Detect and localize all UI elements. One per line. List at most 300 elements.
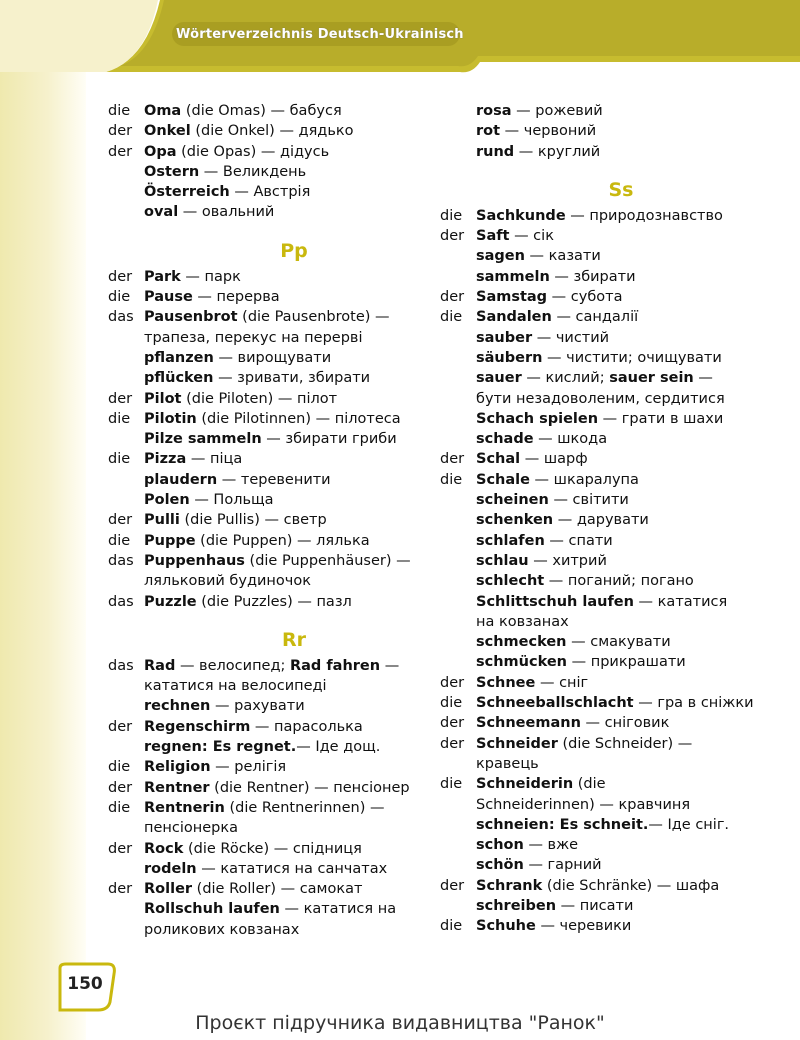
entry-headword: Schneiderin — [476, 776, 574, 793]
dictionary-entry — [440, 368, 760, 388]
entry-translation: — червоний — [500, 123, 597, 140]
entry-translation: (die Onkel) — дядько — [190, 123, 354, 140]
dictionary-entry — [108, 389, 438, 409]
entry-headword: Onkel — [144, 123, 191, 140]
entry-headword: Schneemann — [476, 715, 581, 732]
entry-text: трапеза, перекус на перерві — [144, 329, 363, 346]
entry-text — [144, 531, 370, 551]
entry-text — [144, 162, 306, 182]
entry-article — [440, 835, 476, 855]
entry-text — [144, 839, 362, 859]
entry-text — [476, 142, 600, 162]
dictionary-entry — [440, 470, 760, 490]
entry-headword: Religion — [144, 759, 211, 776]
dictionary-entry — [108, 287, 438, 307]
entry-translation: (die Roller) — самокат — [192, 881, 363, 898]
entry-headword: Rollschuh laufen — [144, 901, 280, 918]
dictionary-entry — [440, 693, 760, 713]
dictionary-entry — [440, 815, 760, 835]
entry-translation: — шкаралупа — [529, 471, 639, 488]
entry-article — [440, 795, 476, 815]
letter-heading: Rr — [281, 628, 306, 651]
dictionary-entry — [440, 734, 760, 754]
entry-article: der — [108, 123, 133, 140]
entry-article — [440, 348, 476, 368]
dictionary-entry — [440, 652, 760, 672]
entry-continuation — [440, 754, 760, 774]
entry-continuation — [108, 676, 438, 696]
entry-text — [476, 571, 694, 591]
entry-headword: pflanzen — [144, 349, 214, 366]
entry-article: der — [108, 268, 133, 285]
entry-headword: schlafen — [476, 532, 545, 549]
entry-text — [476, 855, 602, 875]
page-number: 150 — [67, 974, 103, 994]
entry-headword: sauer sein — [609, 370, 694, 387]
entry-article: der — [108, 840, 133, 857]
entry-article: die — [108, 759, 131, 776]
entry-headword: schön — [476, 857, 524, 874]
entry-translation: — кататися на — [279, 901, 397, 918]
entry-text — [144, 470, 331, 490]
entry-continuation — [440, 795, 760, 815]
entry-headword: Schneeballschlacht — [476, 695, 634, 712]
entry-headword: Schuhe — [476, 918, 536, 935]
entry-text — [476, 449, 588, 469]
dictionary-entry — [440, 571, 760, 591]
entry-text: бути незадоволеним, сердитися — [476, 390, 725, 407]
entry-headword: Rentner — [144, 779, 210, 796]
entry-translation: — вирощувати — [213, 349, 332, 366]
entry-translation: — овальний — [178, 204, 275, 221]
entry-text — [144, 717, 363, 737]
entry-text — [144, 778, 410, 798]
entry-headword: Oma — [144, 103, 182, 119]
entry-article: die — [440, 207, 463, 224]
dictionary-entry — [108, 409, 438, 429]
dictionary-entry — [440, 101, 760, 121]
entry-translation: (die Pullis) — светр — [179, 512, 327, 529]
entry-headword: plaudern — [144, 471, 218, 488]
dictionary-entry — [440, 267, 760, 287]
entry-headword: rosa — [476, 103, 512, 119]
entry-translation: — черевики — [535, 918, 632, 935]
entry-translation: (die Röcke) — спідниця — [183, 840, 362, 857]
entry-headword: sagen — [476, 248, 525, 265]
dictionary-entry — [108, 717, 438, 737]
entry-headword: Schach spielen — [476, 410, 599, 427]
entry-headword: Pause — [144, 289, 193, 306]
entry-article — [440, 531, 476, 551]
entry-article — [108, 676, 144, 696]
dictionary-entry — [440, 206, 760, 226]
entry-text — [476, 734, 692, 754]
dictionary-entry — [108, 859, 438, 879]
dictionary-entry — [108, 121, 438, 141]
entry-text — [144, 348, 331, 368]
entry-translation: — рожевий — [511, 103, 603, 119]
entry-headword: rund — [476, 143, 515, 160]
entry-article — [440, 246, 476, 266]
entry-text — [144, 101, 342, 121]
dictionary-entry — [440, 307, 760, 327]
entry-translation: — кислий; — [521, 370, 610, 387]
entry-text — [144, 389, 337, 409]
entry-translation: — збирати — [549, 268, 636, 285]
entry-translation: (die Rentnerinnen) — — [224, 799, 385, 816]
entry-article: die — [440, 776, 463, 793]
entry-article: die — [440, 695, 463, 712]
entry-translation: (die Pilotinnen) — пілотеса — [196, 410, 401, 427]
entry-article — [440, 632, 476, 652]
entry-article: das — [108, 657, 134, 674]
left-margin-band — [0, 0, 86, 1040]
dictionary-entry — [440, 876, 760, 896]
dictionary-entry — [108, 656, 438, 676]
entry-translation: — Польща — [189, 492, 274, 509]
entry-headword: Pilze sammeln — [144, 431, 262, 448]
entry-headword: Samstag — [476, 289, 548, 306]
dictionary-entry — [440, 429, 760, 449]
entry-text: ляльковий будиночок — [144, 573, 311, 590]
dictionary-entry — [440, 328, 760, 348]
entry-article: der — [440, 877, 465, 894]
entry-article: der — [440, 289, 465, 306]
dictionary-entry — [108, 142, 438, 162]
entry-text — [144, 899, 396, 919]
entry-article — [440, 389, 476, 409]
entry-headword: Pausenbrot — [144, 309, 238, 326]
entry-translation: — релігія — [210, 759, 287, 776]
left-column — [108, 101, 438, 940]
entry-headword: Rad — [144, 657, 176, 674]
header-title: Wörterverzeichnis Deutsch-Ukrainisch — [176, 27, 464, 42]
dictionary-entry — [108, 307, 438, 327]
entry-article: der — [440, 715, 465, 732]
entry-article — [440, 592, 476, 612]
entry-article: der — [440, 228, 465, 245]
entry-translation: — вже — [523, 837, 579, 854]
entry-headword: Opa — [144, 143, 177, 160]
entry-headword: schon — [476, 837, 524, 854]
entry-article — [108, 429, 144, 449]
dictionary-entry — [440, 531, 760, 551]
entry-headword: Regenschirm — [144, 718, 251, 735]
entry-article: der — [108, 512, 133, 529]
entry-article: die — [108, 799, 131, 816]
entry-article — [440, 101, 476, 121]
entry-headword: Saft — [476, 228, 510, 245]
entry-translation: — шарф — [520, 451, 588, 468]
entry-headword: schmecken — [476, 634, 567, 651]
entry-text — [476, 551, 607, 571]
entry-article — [440, 612, 476, 632]
dictionary-entry — [108, 162, 438, 182]
entry-translation: — сніг — [535, 674, 589, 691]
entry-text — [476, 693, 754, 713]
entry-headword: schreiben — [476, 897, 557, 914]
entry-translation: (die Puppen) — лялька — [195, 532, 370, 549]
letter-heading: Ss — [608, 178, 634, 201]
entry-translation: — — [693, 370, 713, 387]
entry-text: Schneiderinnen) — кравчиня — [476, 796, 691, 813]
dictionary-entry — [108, 348, 438, 368]
entry-article — [440, 142, 476, 162]
entry-headword: Sachkunde — [476, 207, 566, 224]
entry-text — [476, 348, 722, 368]
entry-text — [476, 226, 554, 246]
dictionary-entry — [440, 287, 760, 307]
entry-text — [476, 916, 631, 936]
entry-translation: — дарувати — [553, 512, 649, 529]
entry-text — [144, 510, 327, 530]
dictionary-entry — [108, 551, 438, 571]
entry-text — [476, 206, 723, 226]
dictionary-entry — [108, 798, 438, 818]
entry-continuation — [108, 328, 438, 348]
dictionary-entry — [108, 510, 438, 530]
entry-translation: (die — [573, 776, 606, 793]
entry-article: die — [108, 532, 131, 549]
dictionary-entry — [440, 142, 760, 162]
entry-translation: (die Puppenhäuser) — — [244, 552, 411, 569]
entry-article — [108, 899, 144, 919]
entry-translation: — кататися на санчатах — [196, 860, 388, 877]
entry-text — [144, 307, 390, 327]
entry-article — [108, 182, 144, 202]
entry-text — [144, 267, 241, 287]
entry-text — [144, 202, 274, 222]
entry-article — [440, 368, 476, 388]
entry-text — [144, 121, 354, 141]
entry-headword: rot — [476, 123, 501, 140]
entry-text — [476, 592, 727, 612]
entry-translation: — прикрашати — [567, 654, 686, 671]
entry-translation: — поганий; погано — [544, 573, 694, 590]
entry-text — [476, 121, 596, 141]
entry-text — [476, 652, 686, 672]
entry-headword: Puppenhaus — [144, 552, 245, 569]
entry-article: die — [440, 309, 463, 326]
entry-text — [476, 409, 723, 429]
entry-translation: — субота — [547, 289, 623, 306]
entry-headword: Österreich — [144, 184, 230, 201]
dictionary-entry — [440, 916, 760, 936]
entry-translation: — велосипед; — [175, 657, 290, 674]
entry-article — [440, 855, 476, 875]
entry-text — [144, 757, 286, 777]
entry-text — [476, 713, 669, 733]
entry-text: роликових ковзанах — [144, 921, 300, 938]
entry-article: der — [108, 881, 133, 898]
entry-translation: — перерва — [192, 289, 280, 306]
dictionary-entry — [108, 757, 438, 777]
entry-article — [108, 818, 144, 838]
entry-headword: Rad fahren — [289, 657, 381, 674]
entry-translation: — гарний — [523, 857, 602, 874]
entry-headword: schlecht — [476, 573, 545, 590]
entry-translation: — Іде сніг. — [648, 816, 730, 833]
entry-article: der — [108, 718, 133, 735]
entry-translation: — Великдень — [199, 163, 307, 180]
entry-headword: schlau — [476, 552, 529, 569]
entry-translation: — сніговик — [580, 715, 670, 732]
entry-text: кататися на велосипеді — [144, 678, 327, 695]
entry-article — [108, 470, 144, 490]
entry-translation: (die Piloten) — пілот — [181, 390, 338, 407]
entry-translation: — смакувати — [566, 634, 671, 651]
entry-continuation — [440, 389, 760, 409]
entry-article: die — [108, 289, 131, 306]
entry-article — [440, 490, 476, 510]
dictionary-entry — [440, 592, 760, 612]
entry-headword: schneien: Es schneit. — [476, 816, 649, 833]
entry-text — [476, 531, 613, 551]
entry-translation: (die Schneider) — — [557, 735, 693, 752]
entry-headword: oval — [144, 204, 179, 221]
entry-headword: Polen — [144, 492, 190, 509]
entry-text — [476, 287, 623, 307]
dictionary-entry — [440, 835, 760, 855]
entry-text — [476, 896, 633, 916]
entry-headword: Schnee — [476, 674, 536, 691]
dictionary-entry — [440, 855, 760, 875]
entry-article: das — [108, 593, 134, 610]
entry-article: das — [108, 309, 134, 326]
entry-translation: — кататися — [633, 593, 728, 610]
right-column — [440, 101, 760, 937]
entry-headword: Schale — [476, 471, 530, 488]
entry-translation: (die Opas) — дідусь — [176, 143, 330, 160]
entry-text — [144, 656, 399, 676]
entry-article — [440, 328, 476, 348]
entry-text — [144, 449, 242, 469]
entry-article — [440, 896, 476, 916]
entry-headword: Schlittschuh laufen — [476, 593, 634, 610]
dictionary-entry — [108, 839, 438, 859]
entry-text — [476, 101, 603, 121]
entry-headword: schmücken — [476, 654, 567, 671]
entry-article — [108, 859, 144, 879]
entry-text — [144, 429, 397, 449]
entry-translation: — гра в сніжки — [633, 695, 754, 712]
entry-translation: — шкода — [533, 431, 608, 448]
entry-text — [476, 246, 601, 266]
entry-headword: Rock — [144, 840, 184, 857]
entry-article: der — [108, 143, 133, 160]
entry-text — [144, 696, 305, 716]
dictionary-entry — [108, 429, 438, 449]
entry-headword: Schrank — [476, 877, 543, 894]
entry-headword: Schal — [476, 451, 521, 468]
dictionary-entry — [440, 713, 760, 733]
entry-translation: — парасолька — [250, 718, 363, 735]
dictionary-entry — [108, 696, 438, 716]
dictionary-entry — [440, 246, 760, 266]
entry-translation: — чистий — [532, 329, 610, 346]
entry-article — [440, 121, 476, 141]
entry-article — [108, 202, 144, 222]
entry-headword: Roller — [144, 881, 193, 898]
entry-article: die — [108, 410, 131, 427]
entry-article: der — [108, 779, 133, 796]
dictionary-entry — [108, 531, 438, 551]
dictionary-entry — [440, 774, 760, 794]
entry-continuation — [440, 612, 760, 632]
entry-translation: — рахувати — [210, 698, 305, 715]
entry-headword: sammeln — [476, 268, 550, 285]
dictionary-entry — [108, 490, 438, 510]
entry-article — [440, 754, 476, 774]
dictionary-entry — [440, 551, 760, 571]
entry-text — [476, 510, 649, 530]
entry-text — [144, 368, 370, 388]
entry-translation: — сік — [509, 228, 554, 245]
entry-continuation — [108, 920, 438, 940]
entry-headword: scheinen — [476, 492, 549, 509]
entry-headword: Pilotin — [144, 410, 197, 427]
entry-translation: — спати — [544, 532, 613, 549]
entry-text — [476, 429, 607, 449]
entry-article — [440, 510, 476, 530]
dictionary-entry — [440, 632, 760, 652]
dictionary-entry — [440, 121, 760, 141]
dictionary-entry — [108, 267, 438, 287]
entry-translation: — Австрія — [229, 184, 311, 201]
entry-text: на ковзанах — [476, 613, 569, 630]
entry-article — [108, 571, 144, 591]
entry-translation: — природознавство — [565, 207, 723, 224]
entry-translation: (die Pausenbrote) — — [237, 309, 390, 326]
entry-text — [476, 632, 671, 652]
entry-text — [144, 551, 411, 571]
dictionary-entry — [440, 226, 760, 246]
entry-translation: — збирати гриби — [261, 431, 397, 448]
entry-article — [108, 490, 144, 510]
entry-text — [476, 470, 639, 490]
entry-translation: — казати — [524, 248, 601, 265]
entry-text — [144, 409, 401, 429]
entry-article: das — [108, 552, 134, 569]
entry-text — [144, 879, 362, 899]
dictionary-entry — [108, 368, 438, 388]
dictionary-entry — [440, 490, 760, 510]
entry-continuation — [108, 571, 438, 591]
entry-translation: — світити — [548, 492, 629, 509]
entry-translation: (die Puzzles) — пазл — [196, 593, 352, 610]
dictionary-entry — [108, 470, 438, 490]
entry-article — [108, 920, 144, 940]
entry-article: die — [108, 451, 131, 468]
entry-text — [144, 592, 352, 612]
entry-text — [144, 737, 380, 757]
entry-text — [476, 876, 719, 896]
entry-article: der — [440, 735, 465, 752]
entry-headword: Ostern — [144, 163, 200, 180]
entry-translation: — чистити; очищувати — [542, 349, 722, 366]
entry-translation: (die Rentner) — пенсіонер — [209, 779, 410, 796]
entry-headword: regnen: Es regnet. — [144, 739, 297, 756]
entry-translation: — Іде дощ. — [296, 739, 381, 756]
dictionary-entry — [440, 673, 760, 693]
entry-text — [476, 673, 588, 693]
dictionary-entry — [440, 409, 760, 429]
footer-caption: Проєкт підручника видавництва "Ранок" — [195, 1012, 605, 1034]
entry-continuation — [108, 818, 438, 838]
entry-text: кравець — [476, 755, 539, 772]
dictionary-entry — [108, 592, 438, 612]
entry-translation: — парк — [180, 268, 241, 285]
